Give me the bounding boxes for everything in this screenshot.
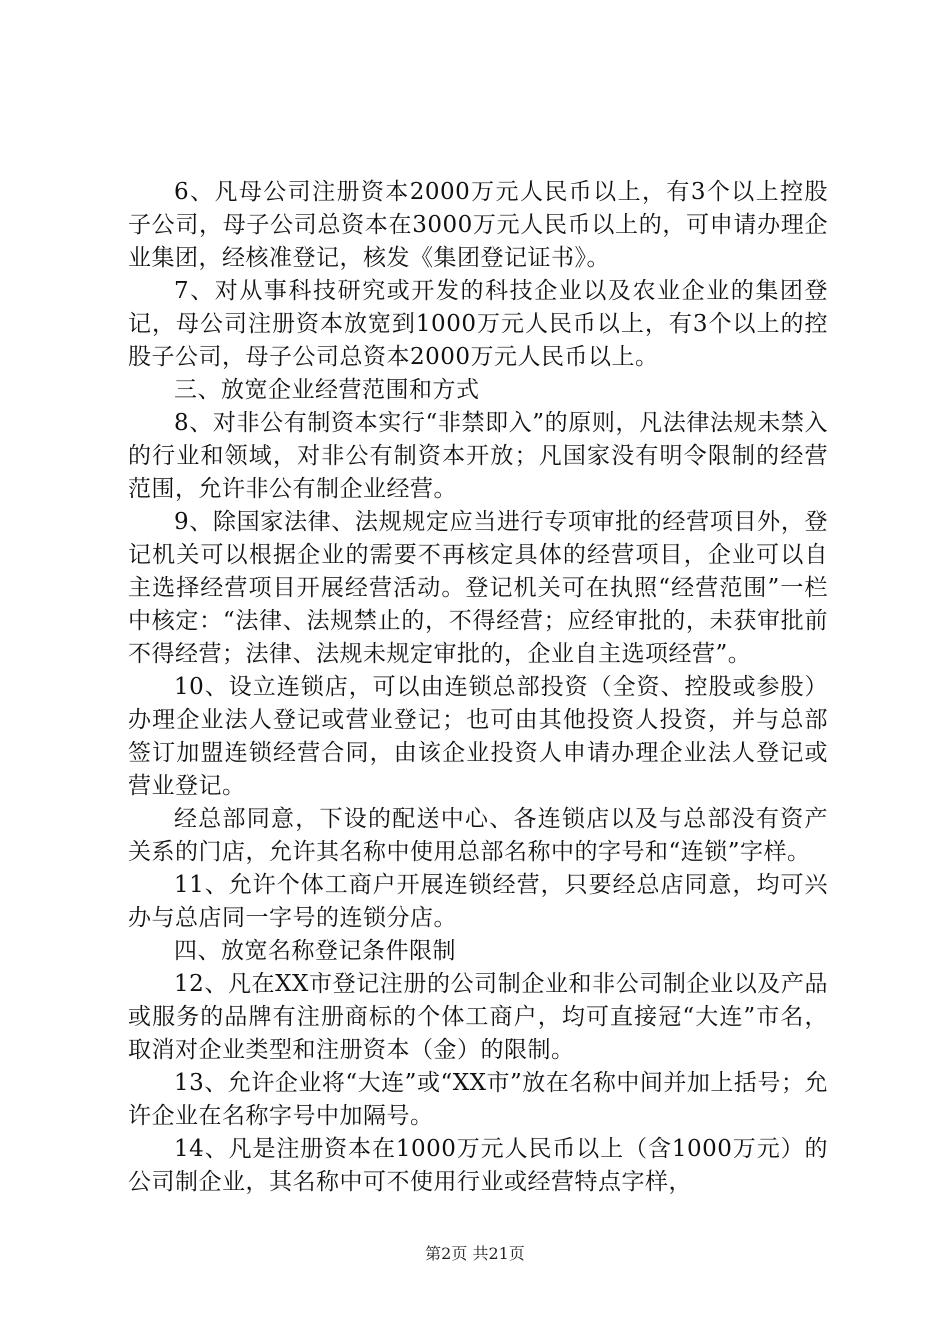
paragraph-6: 6、凡母公司注册资本2000万元人民币以上，有3个以上控股子公司，母子公司总资本在3000万元人民币以上的，可申请办理企业集团，经核准登记，核发《集团登记证书》。 [128,179,828,271]
paragraph-10-continued: 经总部同意，下设的配送中心、各连锁店以及与总部没有资产关系的门店，允许其名称中使用总部名称中的字号和“连锁”字样。 [128,806,828,865]
paragraph-11: 11、允许个体工商户开展连锁经营，只要经总店同意，均可兴办与总店同一字号的连锁分店。 [128,872,828,931]
section-heading-3: 三、放宽企业经营范围和方式 [174,377,480,403]
paragraph-9: 9、除国家法律、法规规定应当进行专项审批的经营项目外，登记机关可以根据企业的需要不再核定具体的经营项目，企业可以自主选择经营项目开展经营活动。登记机关可在执照“经营范围”一栏中核定：“法律、法规禁止的，不得经营；应经审批的，未获审批前不得经营；法律、法规未规定审批的，企业自主选项经营”。 [128,509,828,667]
page-number-footer: 第2页 共21页 [425,1244,525,1263]
paragraph-12: 12、凡在XX市登记注册的公司制企业和非公司制企业以及产品或服务的品牌有注册商标的个体工商户，均可直接冠“大连”市名，取消对企业类型和注册资本（金）的限制。 [128,971,828,1063]
paragraph-10: 10、设立连锁店，可以由连锁总部投资（全资、控股或参股）办理企业法人登记或营业登记；也可由其他投资人投资，并与总部签订加盟连锁经营合同，由该企业投资人申请办理企业法人登记或营业登记。 [128,674,828,799]
paragraph-14: 14、凡是注册资本在1000万元人民币以上（含1000万元）的公司制企业，其名称中可不使用行业或经营特点字样， [128,1136,828,1195]
paragraph-13: 13、允许企业将“大连”或“XX市”放在名称中间并加上括号；允许企业在名称字号中加隔号。 [128,1070,828,1129]
section-heading-4: 四、放宽名称登记条件限制 [174,938,456,964]
paragraph-8: 8、对非公有制资本实行“非禁即入”的原则，凡法律法规未禁入的行业和领域，对非公有制资本开放；凡国家没有明令限制的经营范围，允许非公有制企业经营。 [128,410,828,502]
paragraph-7: 7、对从事科技研究或开发的科技企业以及农业企业的集团登记，母公司注册资本放宽到1000万元人民币以上，有3个以上的控股子公司，母子公司总资本2000万元人民币以上。 [128,278,828,370]
document-body [128,176,828,1199]
